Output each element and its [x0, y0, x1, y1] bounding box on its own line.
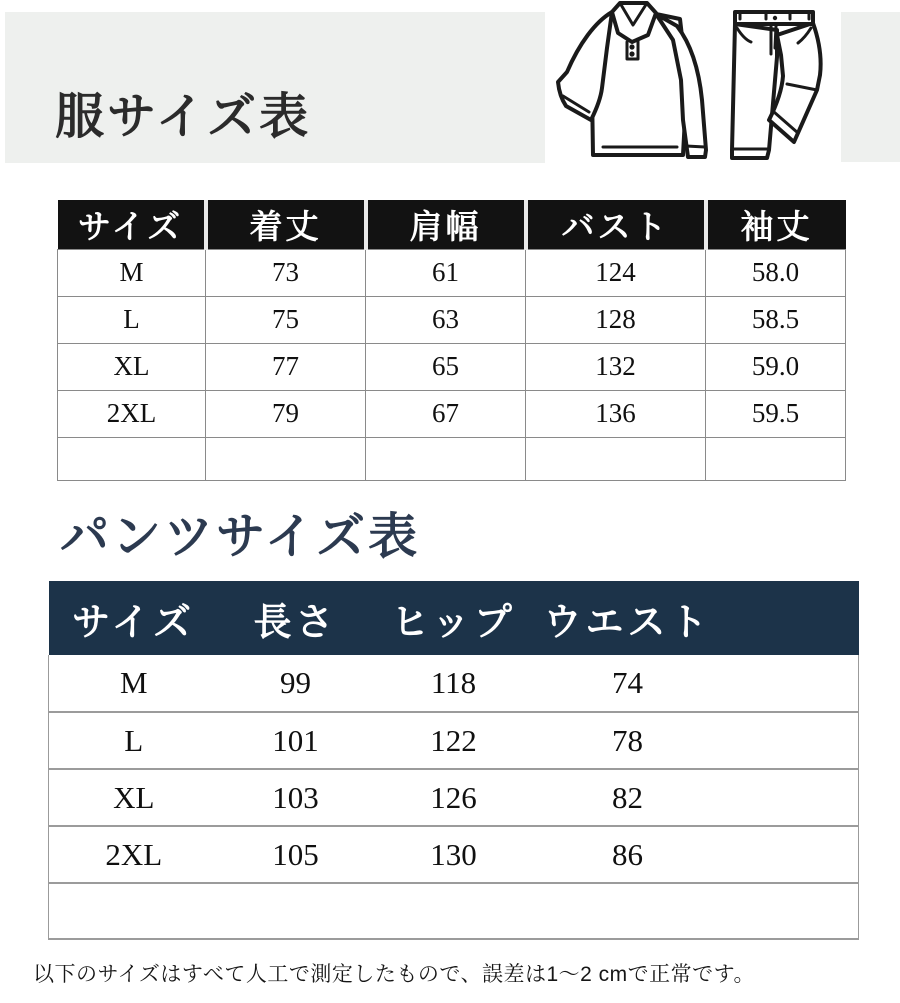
table-row	[58, 296, 846, 343]
value-cell: 105	[219, 826, 373, 883]
table-row	[58, 390, 846, 437]
table-row	[49, 655, 859, 712]
value-cell: 59.5	[706, 390, 846, 437]
size-cell: L	[58, 296, 206, 343]
clothing-illustration	[547, 0, 853, 170]
value-cell: 130	[373, 826, 535, 883]
value-cell: 126	[373, 769, 535, 826]
value-cell: 128	[526, 296, 706, 343]
value-cell: 118	[373, 655, 535, 712]
clothing-size-table	[57, 200, 846, 481]
value-cell: 75	[206, 296, 366, 343]
value-cell: 58.0	[706, 249, 846, 296]
value-cell: 77	[206, 343, 366, 390]
column-header: ウエスト	[535, 581, 721, 655]
value-cell: 101	[219, 712, 373, 769]
column-header: ヒップ	[373, 581, 535, 655]
value-cell: 63	[366, 296, 526, 343]
table-header-row	[58, 200, 846, 249]
column-header: バスト	[526, 200, 706, 249]
size-cell: 2XL	[49, 826, 219, 883]
empty-row	[49, 883, 859, 939]
value-cell: 74	[535, 655, 721, 712]
pants-size-table	[48, 581, 859, 940]
table-row	[49, 712, 859, 769]
value-cell: 86	[535, 826, 721, 883]
size-cell: XL	[49, 769, 219, 826]
column-header-filler	[721, 581, 859, 655]
clothing-size-title: 服サイズ表	[55, 90, 312, 144]
size-cell: XL	[58, 343, 206, 390]
value-cell: 99	[219, 655, 373, 712]
size-cell: M	[49, 655, 219, 712]
size-cell: M	[58, 249, 206, 296]
value-cell: 82	[535, 769, 721, 826]
value-cell: 132	[526, 343, 706, 390]
polo-shirt-icon	[558, 3, 706, 157]
table-row	[58, 343, 846, 390]
value-cell: 61	[366, 249, 526, 296]
value-cell: 124	[526, 249, 706, 296]
table-header-row	[49, 581, 859, 655]
pants-size-title: パンツサイズ表	[60, 510, 421, 564]
empty-row	[58, 437, 846, 480]
column-header: 肩幅	[366, 200, 526, 249]
column-header: サイズ	[49, 581, 219, 655]
value-cell: 67	[366, 390, 526, 437]
pants-icon	[732, 12, 821, 158]
filler-cell	[721, 655, 859, 712]
value-cell: 78	[535, 712, 721, 769]
column-header: 長さ	[219, 581, 373, 655]
size-cell: 2XL	[58, 390, 206, 437]
value-cell: 79	[206, 390, 366, 437]
table-row	[49, 826, 859, 883]
value-cell: 136	[526, 390, 706, 437]
value-cell: 65	[366, 343, 526, 390]
table-row	[58, 249, 846, 296]
value-cell: 73	[206, 249, 366, 296]
column-header: 着丈	[206, 200, 366, 249]
measurement-footnote: 以下のサイズはすべて人工で測定したもので、誤差は1～2 cmで正常です。	[33, 963, 755, 986]
filler-cell	[721, 712, 859, 769]
filler-cell	[721, 826, 859, 883]
column-header: サイズ	[58, 200, 206, 249]
value-cell: 103	[219, 769, 373, 826]
value-cell: 59.0	[706, 343, 846, 390]
column-header: 袖丈	[706, 200, 846, 249]
value-cell: 58.5	[706, 296, 846, 343]
filler-cell	[721, 769, 859, 826]
table-row	[49, 769, 859, 826]
value-cell: 122	[373, 712, 535, 769]
size-cell: L	[49, 712, 219, 769]
